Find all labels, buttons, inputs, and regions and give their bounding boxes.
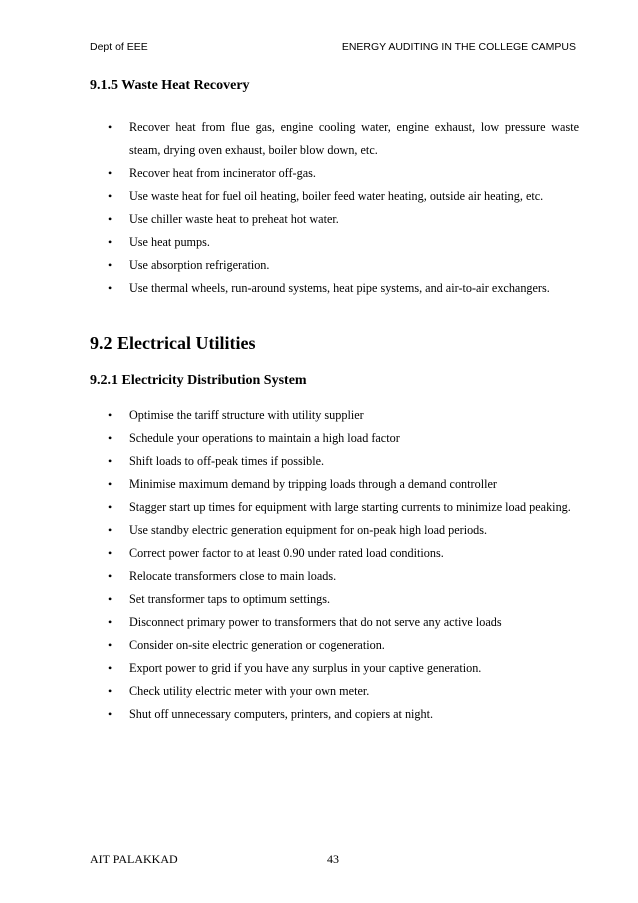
list-item-text: Correct power factor to at least 0.90 under rated load conditions. bbox=[129, 546, 444, 560]
bullet-icon: • bbox=[108, 189, 113, 203]
list-item bbox=[90, 634, 579, 657]
list-item-text: Check utility electric meter with your own meter. bbox=[129, 684, 370, 698]
section-heading-electricity-distribution: 9.2.1 Electricity Distribution System bbox=[90, 373, 307, 388]
bullet-icon: • bbox=[108, 454, 113, 468]
bullet-icon: • bbox=[108, 638, 113, 652]
list-item bbox=[90, 208, 579, 231]
list-item-text: Use thermal wheels, run-around systems, heat pipe systems, and air-to-air exchangers. bbox=[129, 281, 550, 295]
list-item bbox=[90, 565, 579, 588]
list-item-text: Set transformer taps to optimum settings. bbox=[129, 592, 331, 606]
bullet-icon: • bbox=[108, 166, 113, 180]
section-heading-waste-heat-recovery: 9.1.5 Waste Heat Recovery bbox=[90, 78, 250, 93]
list-item bbox=[90, 519, 579, 542]
list-item-text: Relocate transformers close to main loads. bbox=[129, 569, 337, 583]
list-item-text: Stagger start up times for equipment with large starting currents to minimize load peaking. bbox=[129, 500, 571, 514]
list-item bbox=[90, 231, 579, 254]
list-item bbox=[90, 450, 579, 473]
list-item-text: Optimise the tariff structure with utility supplier bbox=[129, 408, 364, 422]
list-item bbox=[90, 404, 579, 427]
list-item-text: Export power to grid if you have any surplus in your captive generation. bbox=[129, 661, 482, 675]
list-item bbox=[90, 185, 579, 208]
bullet-icon: • bbox=[108, 281, 113, 295]
list-item-text: Disconnect primary power to transformers that do not serve any active loads bbox=[129, 615, 502, 629]
list-item bbox=[90, 680, 579, 703]
waste-heat-recovery-list bbox=[90, 116, 579, 300]
bullet-icon: • bbox=[108, 500, 113, 514]
bullet-icon: • bbox=[108, 431, 113, 445]
bullet-icon: • bbox=[108, 707, 113, 721]
bullet-icon: • bbox=[108, 477, 113, 491]
list-item bbox=[90, 162, 579, 185]
list-item bbox=[90, 496, 579, 519]
bullet-icon: • bbox=[108, 546, 113, 560]
section-heading-electrical-utilities: 9.2 Electrical Utilities bbox=[90, 333, 256, 353]
footer-institution: AIT PALAKKAD bbox=[90, 852, 178, 866]
list-item bbox=[90, 611, 579, 634]
bullet-icon: • bbox=[108, 569, 113, 583]
list-item-text: Use waste heat for fuel oil heating, boiler feed water heating, outside air heating, etc. bbox=[129, 189, 544, 203]
list-item-text: Use standby electric generation equipment for on-peak high load periods. bbox=[129, 523, 488, 537]
bullet-icon: • bbox=[108, 684, 113, 698]
header-dept: Dept of EEE bbox=[90, 41, 148, 53]
bullet-icon: • bbox=[108, 120, 113, 134]
bullet-icon: • bbox=[108, 615, 113, 629]
list-item-text: Schedule your operations to maintain a high load factor bbox=[129, 431, 400, 445]
list-item bbox=[90, 254, 579, 277]
bullet-icon: • bbox=[108, 235, 113, 249]
list-item bbox=[90, 473, 579, 496]
electricity-distribution-list bbox=[90, 404, 579, 726]
list-item-text: Use absorption refrigeration. bbox=[129, 258, 270, 272]
list-item bbox=[90, 427, 579, 450]
list-item-text: Recover heat from flue gas, engine cooling water, engine exhaust, low pressure waste steam, drying oven exhaust, boiler blow down, etc. bbox=[129, 120, 579, 157]
list-item-text: Shut off unnecessary computers, printers, and copiers at night. bbox=[129, 707, 434, 721]
list-item-text: Minimise maximum demand by tripping loads through a demand controller bbox=[129, 477, 497, 491]
bullet-icon: • bbox=[108, 523, 113, 537]
bullet-icon: • bbox=[108, 212, 113, 226]
bullet-icon: • bbox=[108, 592, 113, 606]
list-item-text: Use chiller waste heat to preheat hot water. bbox=[129, 212, 339, 226]
list-item bbox=[90, 588, 579, 611]
bullet-icon: • bbox=[108, 661, 113, 675]
list-item-text: Consider on-site electric generation or cogeneration. bbox=[129, 638, 385, 652]
bullet-icon: • bbox=[108, 258, 113, 272]
list-item-text: Use heat pumps. bbox=[129, 235, 210, 249]
list-item bbox=[90, 703, 579, 726]
list-item bbox=[90, 542, 579, 565]
list-item bbox=[90, 116, 579, 162]
page-number: 43 bbox=[327, 852, 339, 866]
list-item-text: Shift loads to off-peak times if possible. bbox=[129, 454, 325, 468]
list-item bbox=[90, 657, 579, 680]
list-item bbox=[90, 277, 579, 300]
bullet-icon: • bbox=[108, 408, 113, 422]
header-title: ENERGY AUDITING IN THE COLLEGE CAMPUS bbox=[341, 41, 576, 53]
list-item-text: Recover heat from incinerator off-gas. bbox=[129, 166, 316, 180]
